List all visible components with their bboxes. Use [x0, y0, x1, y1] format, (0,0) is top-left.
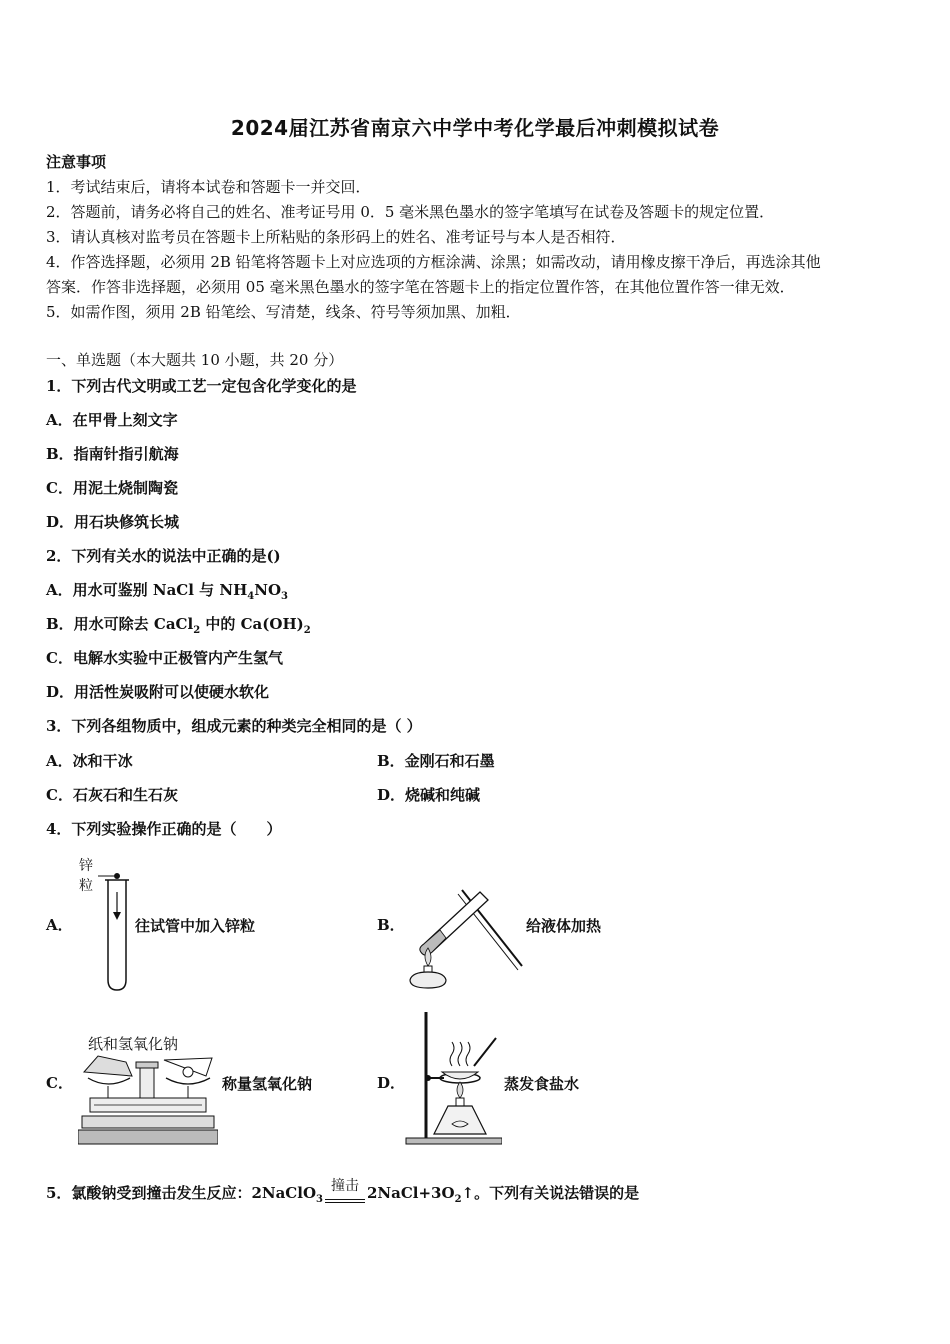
- q1-option-b: B．指南针指引航海: [46, 445, 179, 463]
- notice-item: 4．作答选择题，必须用 2B 铅笔将答题卡上对应选项的方框涂满、涂黑；如需改动，请用橡皮擦干净后，再选涂其他: [46, 253, 821, 271]
- question-1-stem: 1．下列古代文明或工艺一定包含化学变化的是: [46, 377, 357, 395]
- q1-option-c: C．用泥土烧制陶瓷: [46, 479, 178, 497]
- test-tube-zinc-figure: [96, 862, 136, 994]
- q3-option-d: D．烧碱和纯碱: [377, 786, 481, 804]
- notice-item: 2．答题前，请务必将自己的姓名、准考证号用 0．5 毫米黑色墨水的签字笔填写在试卷及答题卡的规定位置．: [46, 203, 775, 221]
- evaporation-figure: [402, 1010, 502, 1146]
- q4-option-c-caption: 称量氢氧化钠: [222, 1075, 313, 1093]
- q4-option-a-letter: A．: [46, 916, 73, 934]
- exam-title: 2024届江苏省南京六中学中考化学最后冲刺模拟试卷: [230, 116, 720, 140]
- question-5-stem: 5．氯酸钠受到撞击发生反应：2NaClO$_3$ 撞击 $2NaCl+3O_2↑$。下列有关说法错误的是: [46, 1183, 639, 1210]
- q2-option-b: B．用水可除去 CaCl$_2$ 中的 $Ca(OH)_2$: [46, 615, 311, 636]
- section-heading: 一、单选题（本大题共 10 小题，共 20 分）: [46, 351, 344, 369]
- q2-option-a: A．用水可鉴别 NaCl 与 $NH_4NO_3$: [46, 581, 288, 602]
- q4-option-c-letter: C．: [46, 1074, 73, 1092]
- balance-label: 纸和氢氧化钠: [88, 1035, 179, 1053]
- q4-option-b-letter: B．: [377, 916, 405, 934]
- balance-figure: [78, 1050, 218, 1146]
- notice-item: 答案．作答非选择题，必须用 05 毫米黑色墨水的签字笔在答题卡上的指定位置作答，在其他位置作答一律无效．: [46, 278, 795, 296]
- q4-option-a-caption: 往试管中加入锌粒: [135, 917, 256, 935]
- q4-option-d-letter: D．: [377, 1074, 406, 1092]
- notice-item: 3．请认真核对监考员在答题卡上所粘贴的条形码上的姓名、准考证号与本人是否相符．: [46, 228, 626, 246]
- q2-option-d: D．用活性炭吸附可以使硬水软化: [46, 683, 270, 701]
- notice-item: 5．如需作图，须用 2B 铅笔绘、写清楚，线条、符号等须加黑、加粗．: [46, 303, 521, 321]
- question-2-stem: 2．下列有关水的说法中正确的是(): [46, 547, 281, 565]
- q1-option-a: A．在甲骨上刻文字: [46, 411, 178, 429]
- zinc-label-1: 锌: [79, 858, 93, 874]
- q4-option-d-caption: 蒸发食盐水: [504, 1075, 580, 1093]
- q3-option-a: A．冰和干冰: [46, 752, 133, 770]
- notice-heading: 注意事项: [46, 153, 107, 171]
- q1-option-d: D．用石块修筑长城: [46, 513, 180, 531]
- notice-item: 1．考试结束后，请将本试卷和答题卡一并交回．: [46, 178, 371, 196]
- q3-option-b: B．金刚石和石墨: [377, 752, 495, 770]
- q3-option-c: C．石灰石和生石灰: [46, 786, 178, 804]
- q2-option-c: C．电解水实验中正极管内产生氢气: [46, 649, 283, 667]
- zinc-label-2: 粒: [79, 878, 93, 894]
- q4-option-b-caption: 给液体加热: [526, 917, 602, 935]
- question-4-stem: 4．下列实验操作正确的是（ ）: [46, 820, 282, 838]
- liquid-heating-figure: [400, 880, 530, 992]
- reaction-condition-arrow: 撞击: [323, 1190, 367, 1210]
- question-3-stem: 3．下列各组物质中，组成元素的种类完全相同的是（ ）: [46, 717, 422, 735]
